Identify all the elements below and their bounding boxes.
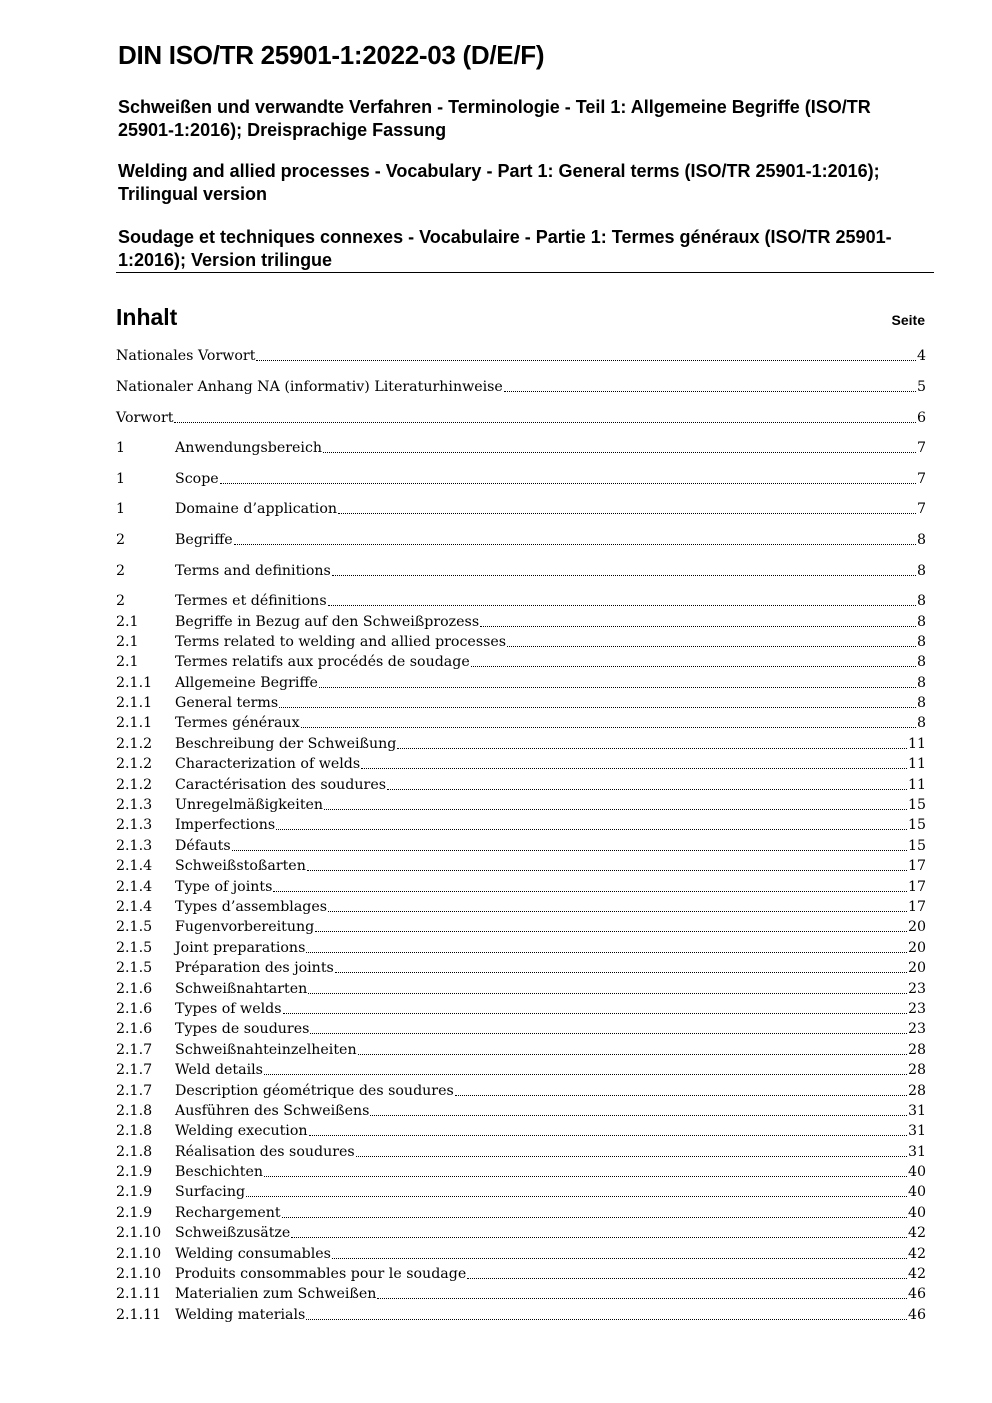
toc-entry-page: 15 [907, 837, 926, 854]
toc-entry[interactable] [116, 1018, 926, 1038]
toc-dot-leader [301, 727, 916, 728]
toc-entry-page: 23 [907, 980, 926, 997]
toc-entry-number: 2.1.1 [116, 695, 153, 712]
toc-entry-number: 2.1.6 [116, 980, 153, 997]
toc-entry-page: 31 [907, 1102, 926, 1119]
toc-entry-title: Termes et définitions [175, 593, 327, 610]
toc-dot-leader [397, 748, 907, 749]
toc-dot-leader [323, 452, 916, 453]
toc-entry-number: 2.1.3 [116, 817, 153, 834]
toc-entry-number: 2.1.3 [116, 837, 153, 854]
toc-entry-number: 2.1.2 [116, 756, 153, 773]
toc-entry-number: 2.1.1 [116, 674, 153, 691]
toc-entry-title: Terms related to welding and allied processes [175, 633, 507, 650]
toc-dot-leader [471, 666, 916, 667]
toc-dot-leader [335, 972, 907, 973]
toc-dot-leader [264, 1074, 907, 1075]
toc-entry-page: 28 [907, 1062, 926, 1079]
toc-entry-number: 2.1.11 [116, 1286, 162, 1303]
toc-entry-page: 40 [907, 1204, 926, 1221]
toc-entry-title: Beschreibung der Schweißung [175, 735, 397, 752]
toc-entry[interactable] [116, 1181, 926, 1201]
toc-entry-page: 6 [916, 409, 926, 426]
toc-entry-page: 20 [907, 960, 926, 977]
toc-entry-page: 11 [907, 756, 926, 773]
toc-entry[interactable] [116, 732, 926, 752]
toc-entry-page: 8 [916, 531, 926, 548]
toc-dot-leader [282, 1217, 907, 1218]
toc-entry-title: Schweißzusätze [175, 1225, 291, 1242]
toc-entry[interactable] [116, 1059, 926, 1079]
toc-entry-page: 17 [907, 899, 926, 915]
toc-entry-number: 2.1.9 [116, 1164, 153, 1181]
toc-entry-number: 2.1.2 [116, 735, 153, 752]
toc-dot-leader [308, 993, 907, 994]
toc-dot-leader [324, 809, 907, 810]
toc-entry[interactable] [116, 1303, 926, 1323]
toc-entry-number: 1 [116, 501, 126, 518]
toc-entry[interactable] [116, 1242, 926, 1262]
toc-entry[interactable] [116, 712, 926, 732]
toc-dot-leader [370, 1115, 906, 1116]
toc-entry-title: Nationales Vorwort [116, 348, 256, 365]
toc-entry-page: 17 [907, 878, 926, 895]
toc-entry-page: 42 [907, 1225, 926, 1242]
toc-entry[interactable] [116, 916, 926, 936]
toc-entry-number: 1 [116, 440, 126, 457]
toc-dot-leader [504, 391, 916, 392]
toc-entry-number: 2.1.7 [116, 1041, 153, 1058]
toc-entry-page: 7 [916, 440, 926, 457]
toc-entry[interactable] [116, 896, 926, 916]
toc-entry-page: 40 [907, 1184, 926, 1201]
toc-entry-page: 7 [916, 501, 926, 518]
toc-entry[interactable] [116, 1079, 926, 1099]
toc-entry[interactable] [116, 773, 926, 793]
toc-entry-page: 8 [916, 562, 926, 579]
toc-dot-leader [234, 544, 916, 545]
toc-dot-leader [283, 1013, 907, 1014]
toc-entry[interactable] [116, 957, 926, 977]
toc-entry-page: 20 [907, 939, 926, 956]
toc-entry-title: Fugenvorbereitung [175, 919, 315, 936]
toc-entry-title: Scope [175, 470, 219, 487]
toc-entry[interactable] [116, 488, 926, 519]
toc-entry-title: Welding materials [175, 1306, 306, 1323]
toc-entry-title: Description géométrique des soudures [175, 1082, 454, 1099]
toc-entry-page: 46 [907, 1306, 926, 1323]
toc-entry-title: Rechargement [175, 1204, 281, 1221]
toc-entry[interactable] [116, 1222, 926, 1242]
toc-entry[interactable] [116, 875, 926, 895]
toc-entry-title: Schweißstoßarten [175, 858, 306, 875]
toc-entry-title: Réalisation des soudures [175, 1143, 355, 1160]
toc-entry-number: 2.1.2 [116, 776, 153, 793]
toc-entry[interactable] [116, 457, 926, 488]
toc-entry[interactable] [116, 1120, 926, 1140]
toc-entry-title: Termes relatifs aux procédés de soudage [175, 654, 470, 671]
toc-entry-page: 8 [916, 613, 926, 630]
toc-entry-number: 2.1 [116, 654, 139, 671]
toc-dot-leader [306, 952, 907, 953]
toc-dot-leader [232, 850, 907, 851]
toc-entry-number: 2.1.9 [116, 1184, 153, 1201]
toc-dot-leader [220, 483, 916, 484]
toc-entry-title: Produits consommables pour le soudage [175, 1266, 467, 1283]
toc-entry-title: Termes généraux [175, 715, 300, 732]
toc-entry-page: 28 [907, 1082, 926, 1099]
toc-entry-page: 4 [916, 348, 926, 365]
toc-entry-page: 11 [907, 776, 926, 793]
toc-entry-number: 2.1.4 [116, 858, 153, 875]
toc-entry-title: Domaine d’application [175, 501, 338, 518]
toc-entry-number: 2.1.10 [116, 1266, 162, 1283]
toc-dot-leader [256, 360, 916, 361]
toc-entry-title: Nationaler Anhang NA (informativ) Literaturhinweise [116, 378, 503, 395]
toc-entry-title: Caractérisation des soudures [175, 776, 386, 793]
toc-dot-leader [273, 891, 907, 892]
toc-entry-page: 8 [916, 593, 926, 610]
toc-entry-number: 2.1.6 [116, 1000, 153, 1017]
toc-entry-title: Anwendungsbereich [175, 440, 323, 457]
toc-entry-page: 31 [907, 1123, 926, 1140]
toc-entry-number: 2.1.10 [116, 1245, 162, 1262]
toc-entry-number: 2.1.10 [116, 1225, 162, 1242]
toc-entry-title: Schweißnahteinzelheiten [175, 1041, 357, 1058]
toc-entry-title: Types of welds [175, 1000, 282, 1017]
table-of-contents [116, 345, 926, 1324]
toc-entry-title: Materialien zum Schweißen [175, 1286, 377, 1303]
toc-dot-leader [174, 422, 916, 423]
toc-entry-page: 46 [907, 1286, 926, 1303]
toc-entry-number: 2.1.7 [116, 1082, 153, 1099]
toc-entry-number: 2.1.6 [116, 1021, 153, 1038]
toc-entry[interactable] [116, 998, 926, 1018]
toc-entry-title: Terms and definitions [175, 562, 331, 579]
toc-entry[interactable] [116, 855, 926, 875]
toc-entry-page: 8 [916, 715, 926, 732]
toc-entry-number: 2.1.3 [116, 797, 153, 814]
toc-entry-number: 2.1.4 [116, 878, 153, 895]
toc-entry-title: Welding execution [175, 1123, 308, 1140]
title-german: Schweißen und verwandte Verfahren - Terminologie - Teil 1: Allgemeine Begriffe (ISO/TR 25901-1:2016); Dreisprachige Fassung [118, 97, 871, 140]
toc-entry-number: 2 [116, 593, 126, 610]
toc-entry-number: 2 [116, 562, 126, 579]
toc-entry-title: Types de soudures [175, 1021, 310, 1038]
toc-entry-number: 2.1 [116, 613, 139, 630]
toc-entry-title: Imperfections [175, 817, 276, 834]
toc-entry[interactable] [116, 794, 926, 814]
title-french: Soudage et techniques connexes - Vocabulaire - Partie 1: Termes généraux (ISO/TR 25901-1:2016); Version trilingue [118, 227, 892, 270]
toc-heading: Inhalt [116, 304, 178, 330]
toc-entry-number: 2.1.5 [116, 960, 153, 977]
toc-entry-page: 40 [907, 1164, 926, 1181]
toc-entry-title: Types d’assemblages [175, 899, 328, 915]
toc-entry[interactable] [116, 1263, 926, 1283]
toc-entry-page: 28 [907, 1041, 926, 1058]
toc-dot-leader [455, 1095, 907, 1096]
toc-entry-number: 2.1.4 [116, 899, 153, 915]
toc-dot-leader [332, 1258, 907, 1259]
toc-entry-title: Characterization of welds [175, 756, 361, 773]
toc-dot-leader [328, 911, 907, 912]
toc-entry[interactable] [116, 1283, 926, 1303]
toc-entry-page: 15 [907, 817, 926, 834]
toc-entry[interactable] [116, 549, 926, 580]
toc-entry-page: 15 [907, 797, 926, 814]
toc-entry-title: Joint preparations [175, 939, 306, 956]
toc-entry[interactable] [116, 1100, 926, 1120]
toc-entry-number: 2.1.11 [116, 1306, 162, 1323]
toc-entry[interactable] [116, 1140, 926, 1160]
toc-dot-leader [279, 707, 916, 708]
toc-dot-leader [306, 1319, 907, 1320]
header-divider [116, 272, 934, 273]
toc-entry[interactable] [116, 814, 926, 834]
toc-dot-leader [356, 1156, 907, 1157]
toc-entry-page: 11 [907, 735, 926, 752]
toc-entry-number: 2.1.1 [116, 715, 153, 732]
toc-entry[interactable] [116, 610, 926, 630]
toc-dot-leader [358, 1054, 907, 1055]
toc-entry-page: 23 [907, 1021, 926, 1038]
toc-dot-leader [507, 646, 916, 647]
title-english: Welding and allied processes - Vocabulary - Part 1: General terms (ISO/TR 25901-1:2016); Trilingual version [118, 161, 880, 204]
toc-entry[interactable] [116, 977, 926, 997]
toc-entry[interactable] [116, 753, 926, 773]
toc-entry[interactable] [116, 631, 926, 651]
toc-dot-leader [309, 1135, 907, 1136]
toc-entry-title: Type of joints [175, 878, 273, 895]
toc-entry-title: General terms [175, 695, 279, 712]
toc-entry-number: 2.1.5 [116, 939, 153, 956]
toc-entry[interactable] [116, 1201, 926, 1221]
toc-entry[interactable] [116, 936, 926, 956]
toc-dot-leader [328, 605, 916, 606]
toc-entry-page: 17 [907, 858, 926, 875]
toc-entry[interactable] [116, 427, 926, 458]
toc-entry-number: 2.1.9 [116, 1204, 153, 1221]
toc-entry-title: Vorwort [116, 409, 174, 426]
toc-entry[interactable] [116, 1161, 926, 1181]
toc-entry-page: 8 [916, 695, 926, 712]
toc-dot-leader [315, 931, 907, 932]
toc-dot-leader [310, 1033, 907, 1034]
toc-entry-title: Défauts [175, 837, 231, 854]
toc-entry-page: 8 [916, 633, 926, 650]
toc-entry[interactable] [116, 365, 926, 396]
toc-entry-page: 8 [916, 654, 926, 671]
toc-entry-page: 20 [907, 919, 926, 936]
toc-entry-number: 2.1.8 [116, 1143, 153, 1160]
toc-dot-leader [246, 1196, 907, 1197]
toc-entry-number: 2.1.7 [116, 1062, 153, 1079]
toc-entry-number: 2.1.8 [116, 1102, 153, 1119]
toc-dot-leader [480, 626, 916, 627]
toc-entry-page: 8 [916, 674, 926, 691]
toc-entry[interactable] [116, 345, 926, 365]
document-id: DIN ISO/TR 25901-1:2022-03 (D/E/F) [118, 40, 545, 70]
toc-entry-number: 2.1.5 [116, 919, 153, 936]
toc-entry[interactable] [116, 580, 926, 611]
toc-dot-leader [387, 789, 907, 790]
toc-entry[interactable] [116, 651, 926, 671]
toc-entry-page: 7 [916, 470, 926, 487]
toc-dot-leader [361, 768, 907, 769]
toc-dot-leader [467, 1278, 907, 1279]
toc-entry-title: Ausführen des Schweißens [175, 1102, 370, 1119]
toc-entry-title: Beschichten [175, 1164, 264, 1181]
toc-entry[interactable] [116, 1038, 926, 1058]
toc-dot-leader [307, 870, 907, 871]
toc-entry-title: Allgemeine Begriffe [175, 674, 318, 691]
toc-entry[interactable] [116, 834, 926, 854]
toc-page-label: Seite [891, 312, 925, 328]
toc-dot-leader [264, 1176, 907, 1177]
toc-entry-title: Welding consumables [175, 1245, 331, 1262]
toc-entry-page: 42 [907, 1245, 926, 1262]
toc-entry-title: Weld details [175, 1062, 263, 1079]
toc-entry[interactable] [116, 671, 926, 691]
toc-dot-leader [276, 829, 907, 830]
toc-entry-title: Begriffe in Bezug auf den Schweißprozess [175, 613, 480, 630]
toc-entry-title: Unregelmäßigkeiten [175, 797, 324, 814]
toc-entry-number: 2 [116, 531, 126, 548]
toc-entry-number: 2.1 [116, 633, 139, 650]
toc-entry-title: Begriffe [175, 531, 233, 548]
toc-entry-number: 2.1.8 [116, 1123, 153, 1140]
toc-entry-page: 23 [907, 1000, 926, 1017]
toc-entry-number: 1 [116, 470, 126, 487]
toc-dot-leader [291, 1237, 907, 1238]
toc-dot-leader [332, 575, 916, 576]
toc-entry[interactable] [116, 692, 926, 712]
toc-entry-page: 5 [916, 378, 926, 395]
toc-entry[interactable] [116, 396, 926, 427]
toc-entry[interactable] [116, 518, 926, 549]
toc-entry-page: 31 [907, 1143, 926, 1160]
toc-dot-leader [319, 687, 916, 688]
toc-entry-title: Surfacing [175, 1184, 246, 1201]
toc-dot-leader [377, 1298, 906, 1299]
toc-entry-title: Schweißnahtarten [175, 980, 308, 997]
toc-entry-page: 42 [907, 1266, 926, 1283]
toc-entry-title: Préparation des joints [175, 960, 334, 977]
toc-dot-leader [338, 513, 916, 514]
